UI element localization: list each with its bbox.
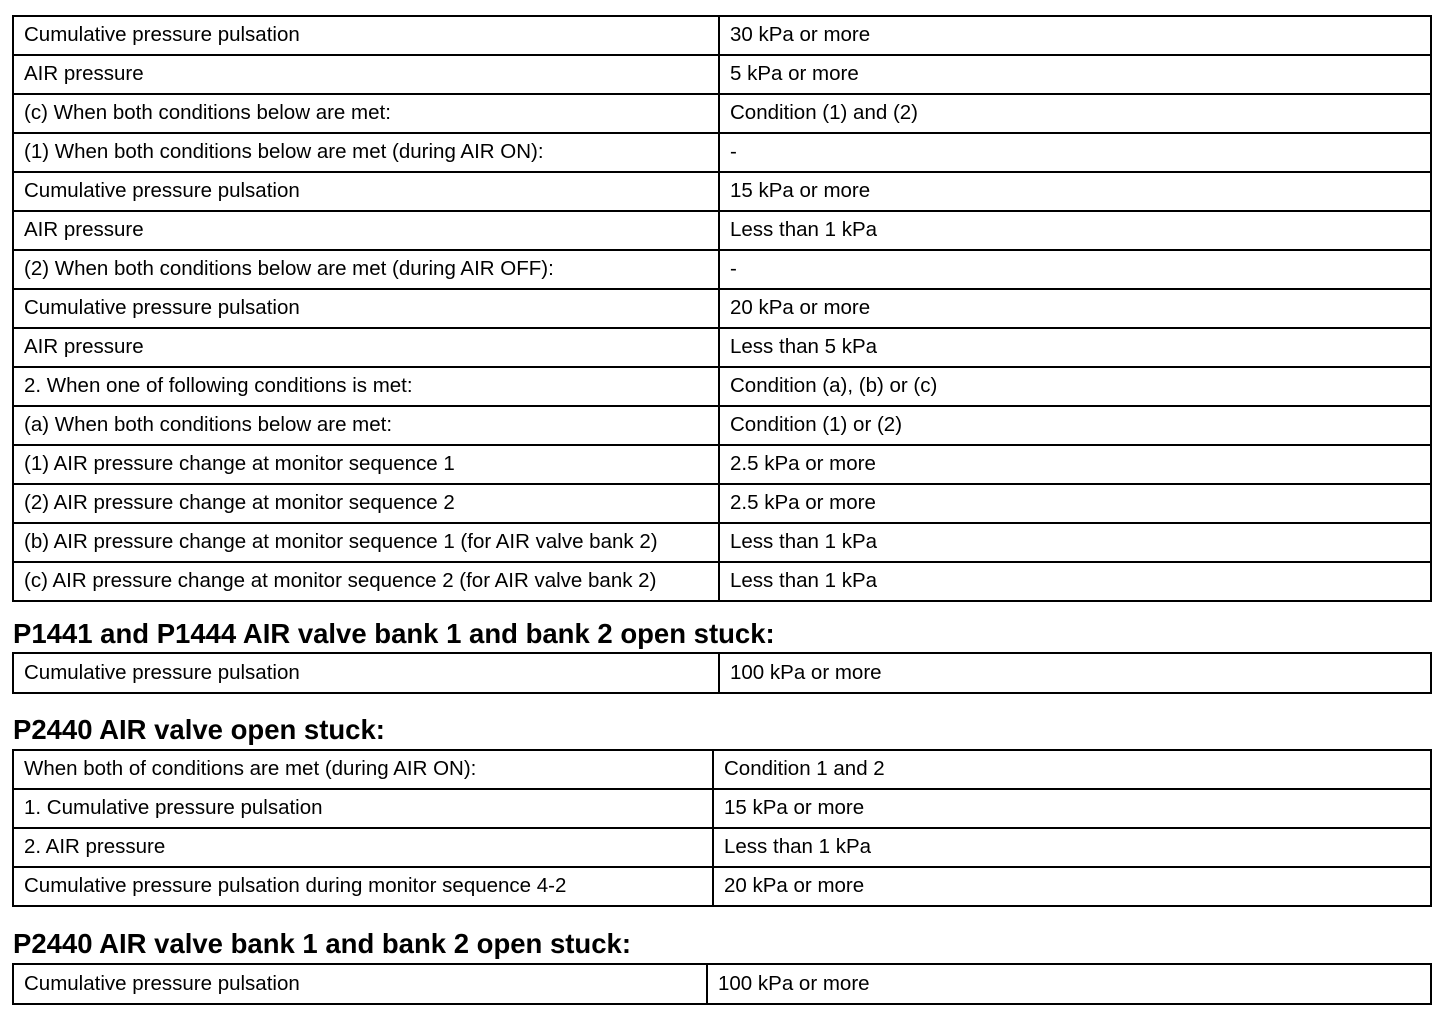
- condition-cell: When both of conditions are met (during AIR ON):: [13, 750, 713, 789]
- p2440-open-stuck-table: [12, 749, 1432, 907]
- table-row: [13, 653, 1431, 693]
- condition-cell: 2. When one of following conditions is met:: [13, 367, 719, 406]
- table-row: [13, 16, 1431, 55]
- condition-cell: (a) When both conditions below are met:: [13, 406, 719, 445]
- value-cell: Less than 1 kPa: [719, 523, 1431, 562]
- condition-cell: (c) AIR pressure change at monitor sequence 2 (for AIR valve bank 2): [13, 562, 719, 601]
- condition-cell: Cumulative pressure pulsation: [13, 653, 719, 693]
- value-cell: -: [719, 250, 1431, 289]
- table-row: [13, 289, 1431, 328]
- condition-cell: Cumulative pressure pulsation: [13, 964, 707, 1004]
- table-row: [13, 964, 1431, 1004]
- value-cell: 20 kPa or more: [719, 289, 1431, 328]
- value-cell: Less than 1 kPa: [719, 562, 1431, 601]
- value-cell: 15 kPa or more: [713, 789, 1431, 828]
- value-cell: 15 kPa or more: [719, 172, 1431, 211]
- value-cell: 20 kPa or more: [713, 867, 1431, 906]
- p1441-p1444-table: [12, 652, 1432, 694]
- condition-cell: AIR pressure: [13, 328, 719, 367]
- condition-cell: (1) AIR pressure change at monitor sequence 1: [13, 445, 719, 484]
- section-heading-p1441-p1444: P1441 and P1444 AIR valve bank 1 and bank 2 open stuck:: [13, 618, 775, 649]
- value-cell: 100 kPa or more: [707, 964, 1431, 1004]
- table-row: [13, 250, 1431, 289]
- p2440-bank-open-stuck-table: [12, 963, 1432, 1005]
- value-cell: Less than 1 kPa: [719, 211, 1431, 250]
- table-row: [13, 523, 1431, 562]
- table-row: [13, 445, 1431, 484]
- table-row: [13, 789, 1431, 828]
- value-cell: Condition 1 and 2: [713, 750, 1431, 789]
- table-row: [13, 133, 1431, 172]
- table-row: [13, 328, 1431, 367]
- value-cell: 100 kPa or more: [719, 653, 1431, 693]
- table-row: [13, 484, 1431, 523]
- condition-cell: AIR pressure: [13, 55, 719, 94]
- condition-cell: (b) AIR pressure change at monitor sequence 1 (for AIR valve bank 2): [13, 523, 719, 562]
- value-cell: Condition (1) or (2): [719, 406, 1431, 445]
- table-row: [13, 55, 1431, 94]
- table-row: [13, 562, 1431, 601]
- section-heading-p2440-bank-open-stuck: P2440 AIR valve bank 1 and bank 2 open stuck:: [13, 928, 631, 959]
- table-row: [13, 367, 1431, 406]
- table-row: [13, 828, 1431, 867]
- value-cell: Less than 1 kPa: [713, 828, 1431, 867]
- value-cell: Condition (1) and (2): [719, 94, 1431, 133]
- section-heading-p2440-open-stuck: P2440 AIR valve open stuck:: [13, 714, 385, 745]
- condition-cell: (c) When both conditions below are met:: [13, 94, 719, 133]
- value-cell: 2.5 kPa or more: [719, 445, 1431, 484]
- condition-cell: 1. Cumulative pressure pulsation: [13, 789, 713, 828]
- table-row: [13, 750, 1431, 789]
- conditions-table-continued: [12, 15, 1432, 602]
- table-row: [13, 94, 1431, 133]
- table-row: [13, 211, 1431, 250]
- condition-cell: AIR pressure: [13, 211, 719, 250]
- table-row: [13, 867, 1431, 906]
- condition-cell: (1) When both conditions below are met (during AIR ON):: [13, 133, 719, 172]
- condition-cell: 2. AIR pressure: [13, 828, 713, 867]
- condition-cell: Cumulative pressure pulsation during monitor sequence 4-2: [13, 867, 713, 906]
- value-cell: 5 kPa or more: [719, 55, 1431, 94]
- value-cell: -: [719, 133, 1431, 172]
- condition-cell: Cumulative pressure pulsation: [13, 172, 719, 211]
- value-cell: 30 kPa or more: [719, 16, 1431, 55]
- condition-cell: (2) When both conditions below are met (during AIR OFF):: [13, 250, 719, 289]
- condition-cell: Cumulative pressure pulsation: [13, 16, 719, 55]
- table-row: [13, 406, 1431, 445]
- condition-cell: Cumulative pressure pulsation: [13, 289, 719, 328]
- value-cell: Less than 5 kPa: [719, 328, 1431, 367]
- condition-cell: (2) AIR pressure change at monitor sequence 2: [13, 484, 719, 523]
- value-cell: 2.5 kPa or more: [719, 484, 1431, 523]
- value-cell: Condition (a), (b) or (c): [719, 367, 1431, 406]
- table-row: [13, 172, 1431, 211]
